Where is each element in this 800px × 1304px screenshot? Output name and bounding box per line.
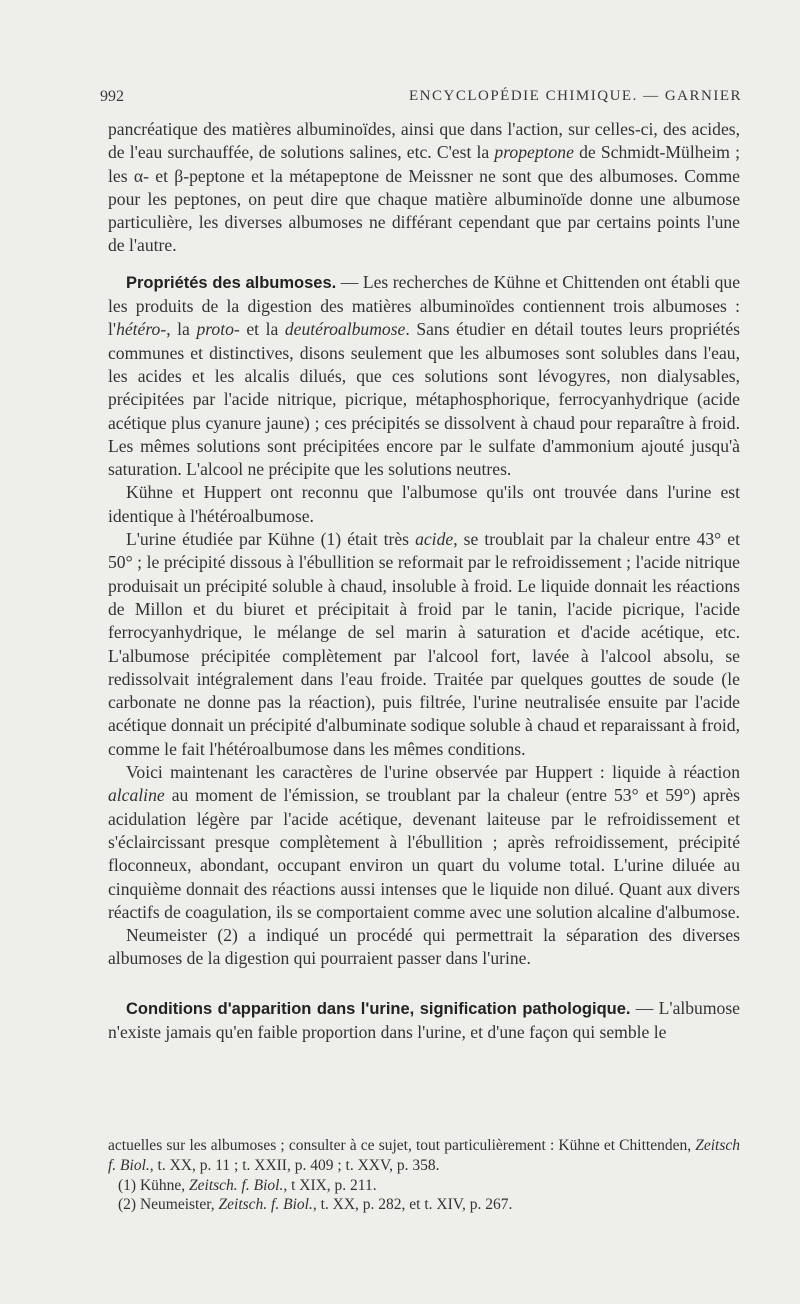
main-text bbox=[108, 118, 740, 1044]
text-run: pancréatique des matières albuminoïdes, ainsi que dans l'action, sur celles-ci, des acides, de l'eau surchauffée, de solutions salines, etc. C'est la bbox=[108, 119, 740, 163]
journal-title: Zeitsch. f. Biol. bbox=[189, 1176, 284, 1194]
footnote-1 bbox=[108, 1176, 740, 1196]
text-run: , t. XX, p. 11 ; t. XXII, p. 409 ; t. XXV, p. 358. bbox=[149, 1156, 440, 1174]
paragraph-1 bbox=[108, 118, 740, 258]
text-run: et la bbox=[239, 319, 285, 340]
text-run: — Les recherches de Kühne et Chittenden ont établi que les produits de la digestion des matières albuminoïdes contiennent trois albumoses : l' bbox=[108, 271, 741, 340]
page-number: 992 bbox=[100, 88, 124, 105]
italic-term: alcaline bbox=[108, 785, 165, 806]
text-run: , t. XX, p. 282, et t. XIV, p. 267. bbox=[312, 1196, 513, 1214]
footnote-2 bbox=[108, 1195, 740, 1215]
italic-term: proto- bbox=[196, 319, 240, 340]
paragraph-6: Neumeister (2) a indiqué un procédé qui permettrait la séparation des diverses albumoses de la digestion qui pourraient passer dans l'urine. bbox=[108, 925, 740, 969]
text-run: actuelles sur les albumoses ; consulter à ce sujet, tout particulièrement : Kühne et Chittenden, bbox=[108, 1137, 696, 1154]
paragraph-3: Kühne et Huppert ont reconnu que l'albumose qu'ils ont trouvée dans l'urine est identique à l'hétéroalbumose. bbox=[108, 482, 740, 526]
running-title: ENCYCLOPÉDIE CHIMIQUE. — GARNIER bbox=[409, 88, 742, 104]
text-run: de Schmidt-Mülheim ; les α- et β-peptone et la métapeptone de Meissner ne sont que des albumoses. Comme pour les peptones, on peut dire que chaque matière albuminoïde donne une albumose particulière, les diverses albumoses ne différant cependant que par certains points l'une de l'autre. bbox=[108, 142, 740, 256]
italic-term: propeptone bbox=[494, 142, 574, 163]
text-run: , la bbox=[166, 319, 197, 340]
paragraph-5 bbox=[108, 761, 740, 924]
text-run: , se troublait par la chaleur entre 43° et 50° ; le précipité dissous à l'ébullition se reformait par le refroidissement ; l'acide nitrique produisait un précipité soluble à chaud, insoluble à froid. Le liquide donnait les réactions de Millon et du biuret et précipitait à froid par le tanin, l'acide picrique, l'acide ferrocyanhydrique, le mélange de sel marin à saturation et d'acide acétique, etc. L'albumose précipitée complètement par l'alcool fort, lavée à l'alcool absolu, se redissolvait intégralement dans l'eau froide. Traitée par quelques gouttes de soude (le carbonate ne donne pas la réaction), puis filtrée, l'urine neutralisée ensuite par l'acide acétique donnait un précipité d'albuminate sodique soluble à chaud et reparaissant à froid, comme le fait l'hétéroalbumose dans les mêmes conditions. bbox=[108, 529, 740, 759]
italic-term: hétéro- bbox=[116, 319, 167, 340]
footnote-continuation bbox=[108, 1136, 740, 1176]
paragraph-2 bbox=[108, 271, 740, 482]
paragraph-7 bbox=[108, 997, 740, 1045]
text-run: (1) Kühne, bbox=[118, 1176, 190, 1194]
footnotes bbox=[108, 1136, 740, 1215]
italic-term: acide bbox=[415, 529, 454, 550]
section-heading: Conditions d'apparition dans l'urine, signification pathologique. bbox=[126, 999, 631, 1018]
italic-term: deutéroalbumose bbox=[284, 319, 406, 340]
text-run: . Sans étudier en détail toutes leurs propriétés communes et distinctives, disons seulement que les albumoses sont solubles dans l'eau, les acides et les alcalis dilués, que ces solutions sont lévogyres, non dialysables, précipitées par l'acide nitrique, picrique, métaphosphorique, ferrocyanhydrique (acide acétique plus cyanure jaune) ; ces précipités se dissolvent à chaud pour reparaître à froid. Les mêmes solutions sont précipitées encore par le sulfate d'ammonium ajouté jusqu'à saturation. L'alcool ne précipite que les solutions neutres. bbox=[108, 319, 740, 480]
text-run: L'urine étudiée par Kühne (1) était très bbox=[126, 529, 416, 550]
journal-title: Zeitsch. f. Biol. bbox=[218, 1196, 313, 1214]
paragraph-4 bbox=[108, 528, 740, 761]
text-run: Voici maintenant les caractères de l'urine observée par Huppert : liquide à réaction bbox=[126, 762, 740, 783]
text-run: , t XIX, p. 211. bbox=[283, 1176, 377, 1194]
text-run: — L'albumose n'existe jamais qu'en faible proportion dans l'urine, et d'une façon qui semble le bbox=[108, 997, 740, 1042]
section-heading: Propriétés des albumoses. bbox=[126, 273, 337, 292]
text-run: au moment de l'émission, se troublant par la chaleur (entre 53° et 59°) après acidulation légère par l'acide acétique, devenant laiteuse par le refroidissement et s'éclaircissant presque complètement à l'ébullition ; après refroidissement, précipité floconneux, abondant, occupant environ un quart du volume total. L'urine diluée au cinquième donnait des réactions aussi intenses que le liquide non dilué. Quant aux divers réactifs de coagulation, ils se comportaient comme avec une solution alcaline d'albumose. bbox=[108, 785, 740, 922]
journal-title: Zeitsch f. Biol. bbox=[108, 1137, 740, 1174]
page-header bbox=[100, 88, 742, 110]
text-run: (2) Neumeister, bbox=[118, 1196, 219, 1214]
